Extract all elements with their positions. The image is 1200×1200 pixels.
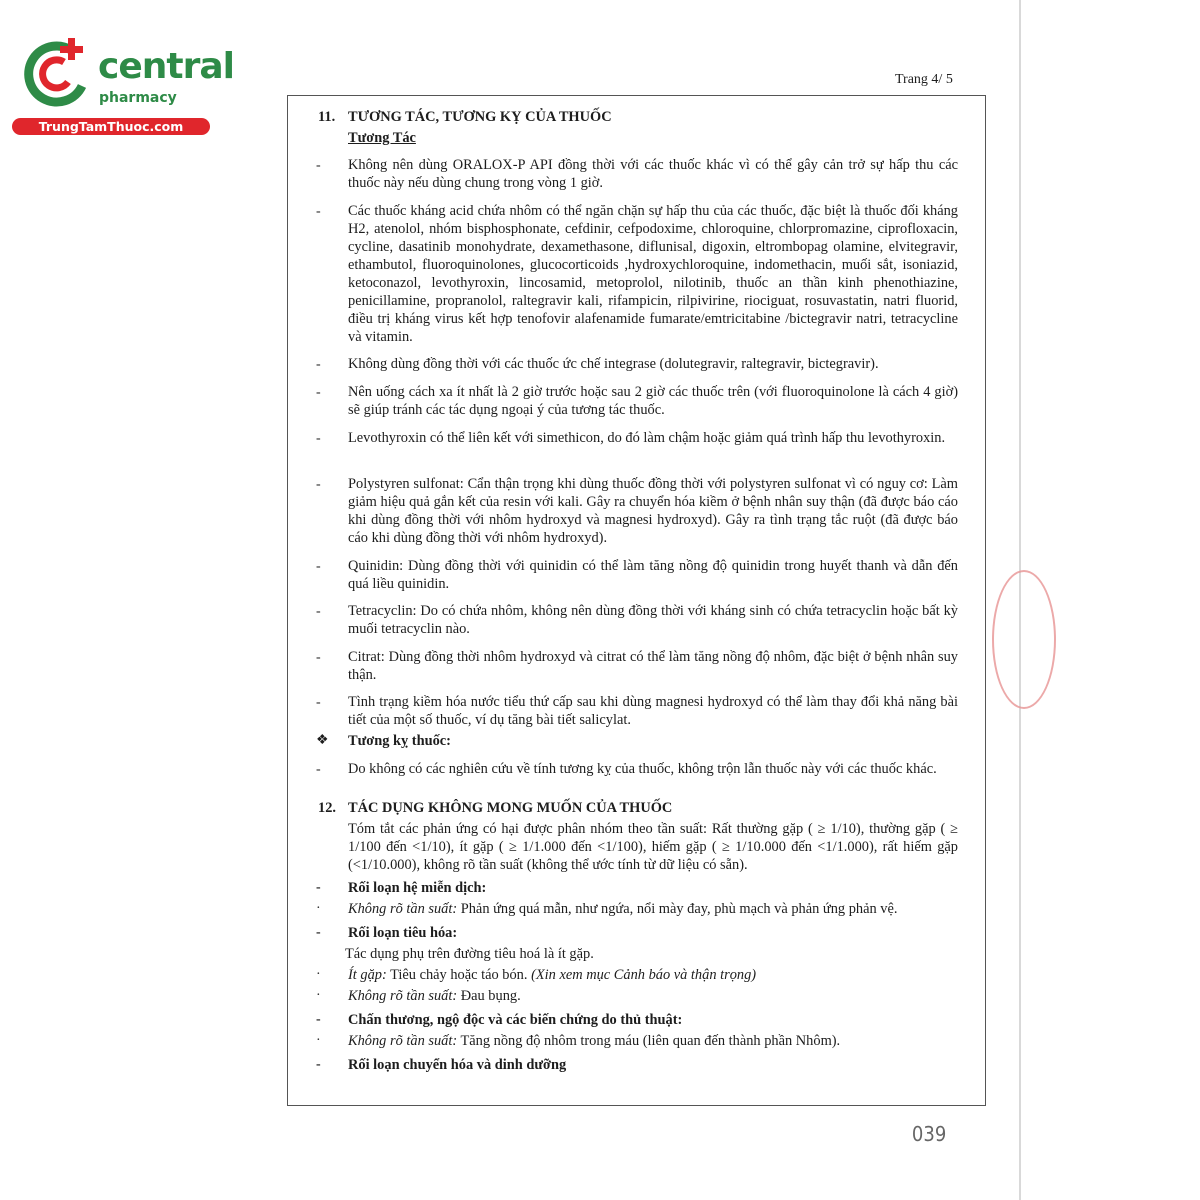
gi-title: Rối loạn tiêu hóa: — [348, 925, 458, 941]
frequency-label: Ít gặp: — [348, 967, 387, 983]
pharmacy-cross-icon — [22, 38, 92, 108]
incompatibility-text: Do không có các nghiên cứu về tính tương kỵ của thuốc, không trộn lẫn thuốc này với các thuốc khác. — [348, 761, 937, 777]
frequency-label: Không rõ tần suất: — [348, 1033, 458, 1049]
gi-intro: Tác dụng phụ trên đường tiêu hoá là ít gặp. — [345, 946, 594, 962]
list-item: Không dùng đồng thời với các thuốc ức chế integrase (dolutegravir, raltegravir, bictegravir). — [348, 356, 879, 372]
list-item: Nên uống cách xa ít nhất là 2 giờ trước hoặc sau 2 giờ các thuốc trên (với fluoroquinolone là cách 4 giờ) sẽ giúp tránh các tác dụng ngoại ý của tương tác thuốc. — [348, 384, 958, 418]
effect-text: Phản ứng quá mẫn, như ngứa, nổi mày đay, phù mạch và phản ứng phản vệ. — [457, 901, 898, 917]
dash-marker: - — [316, 1057, 321, 1072]
list-item: Tình trạng kiềm hóa nước tiểu thứ cấp sau khi dùng magnesi hydroxyd có thể làm thay đổi khả năng bài tiết của một số thuốc, ví dụ tăng bài tiết salicylat. — [348, 694, 958, 728]
injury-title: Chấn thương, ngộ độc và các biến chứng do thủ thuật: — [348, 1012, 683, 1028]
list-item: Citrat: Dùng đồng thời nhôm hydroxyd và citrat có thể làm tăng nồng độ nhôm, đặc biệt ở bệnh nhân suy thận. — [348, 649, 958, 683]
injury-item — [348, 1032, 958, 1050]
dot-marker: · — [316, 967, 321, 982]
gi-item — [348, 987, 958, 1005]
brand-subtitle: pharmacy — [99, 90, 177, 106]
immune-item — [348, 900, 958, 918]
list-item: Các thuốc kháng acid chứa nhôm có thể ngăn chặn sự hấp thu của các thuốc, đặc biệt là thuốc đối kháng H2, atenolol, nhóm bisphosphonate, cefdinir, cefpodoxime, chloroquine, chlorpromazine, ciprofloxacin, cycline, dasatinib monohydrate, dexamethasone, diflunisal, digoxin, eltrombopag olamine, elvitegravir, ethambutol, fluoroquinolones, glucocorticoids ,hydroxychloroquine, indomethacin, muối sắt, isoniazid, ketoconazol, levothyroxin, lincosamid, metoprolol, nilotinib, thuốc an thần kinh phenothiazine, penicillamine, propranolol, raltegravir kali, rifampicin, rilpivirine, riociguat, rosuvastatin, natri fluorid, điều trị kháng virus kết hợp tenofovir alafenamide fumarate/emtricitabine /bictegravir natri, tetracycline và vitamin. — [348, 203, 958, 345]
diamond-bullet-icon: ❖ — [316, 733, 329, 748]
dash-marker: - — [316, 762, 321, 777]
handwritten-number: 039 — [911, 1122, 947, 1146]
effect-text: Đau bụng. — [457, 988, 521, 1004]
stamp — [992, 570, 1056, 709]
list-item: Quinidin: Dùng đồng thời với quinidin có thể làm tăng nồng độ quinidin trong huyết thanh và dẫn đến quá liều quinidin. — [348, 558, 958, 592]
dash-marker: - — [316, 559, 321, 574]
section-number: 11. — [318, 109, 336, 125]
effect-note: (Xin xem mục Cảnh báo và thận trọng) — [531, 967, 757, 983]
metabolism-title: Rối loạn chuyển hóa và dinh dưỡng — [348, 1057, 567, 1073]
dot-marker: · — [316, 1033, 321, 1048]
list-item: Tetracyclin: Do có chứa nhôm, không nên dùng đồng thời với kháng sinh có chứa tetracyclin hoặc bất kỳ muối tetracyclin nào. — [348, 603, 958, 637]
dot-marker: · — [316, 988, 321, 1003]
dash-marker: - — [316, 385, 321, 400]
section-title: TÁC DỤNG KHÔNG MONG MUỐN CỦA THUỐC — [348, 800, 673, 816]
dot-marker: · — [316, 901, 321, 916]
section-number: 12. — [318, 800, 336, 816]
list-item: Polystyren sulfonat: Cẩn thận trọng khi dùng thuốc đồng thời với polystyren sulfonat vì có nguy cơ: Làm giảm hiệu quả gắn kết của resin với kali. Gây ra chuyển hóa kiềm ở bệnh nhân suy thận (đã được báo cáo khi dùng đồng thời với nhôm hydroxyd và magnesi hydroxyd). Gây ra tình trạng tắc ruột (đã được báo cáo khi dùng đồng thời với nhôm hydroxyd). — [348, 476, 958, 546]
gi-item — [348, 966, 958, 984]
page-number: Trang 4/ 5 — [895, 72, 953, 87]
frequency-summary: Tóm tắt các phản ứng có hại được phân nhóm theo tần suất: Rất thường gặp ( ≥ 1/10), thường gặp ( ≥ 1/100 đến <1/10), ít gặp ( ≥ 1/1.000 đến <1/100), hiếm gặp ( ≥ 1/10.000 đến <1/1.000), rất hiếm gặp (<1/10.000), không rõ tần suất (không thể ước tính từ dữ liệu có sẵn). — [348, 821, 958, 873]
dash-marker: - — [316, 158, 321, 173]
section-title: TƯƠNG TÁC, TƯƠNG KỴ CỦA THUỐC — [348, 109, 612, 125]
central-pharmacy-logo — [10, 38, 234, 138]
dash-marker: - — [316, 477, 321, 492]
dash-marker: - — [316, 880, 321, 895]
dash-marker: - — [316, 357, 321, 372]
brand-name: central — [98, 46, 234, 87]
list-item: Levothyroxin có thể liên kết với simethicon, do đó làm chậm hoặc giảm quá trình hấp thu levothyroxin. — [348, 430, 946, 446]
site-link[interactable]: TrungTamThuoc.com — [12, 118, 210, 135]
dash-marker: - — [316, 204, 321, 219]
subsection-title: Tương Tác — [348, 130, 416, 146]
list-item: Không nên dùng ORALOX-P API đồng thời với các thuốc khác vì có thể gây cản trở sự hấp thu các thuốc này nếu dùng chung trong vòng 1 giờ. — [348, 157, 958, 191]
incompatibility-title: Tương kỵ thuốc: — [348, 733, 451, 749]
dash-marker: - — [316, 604, 321, 619]
effect-text: Tăng nồng độ nhôm trong máu (liên quan đến thành phần Nhôm). — [457, 1033, 841, 1049]
effect-text: Tiêu chảy hoặc táo bón. — [386, 967, 532, 983]
dash-marker: - — [316, 695, 321, 710]
frequency-label: Không rõ tần suất: — [348, 988, 458, 1004]
dash-marker: - — [316, 925, 321, 940]
dash-marker: - — [316, 1012, 321, 1027]
immune-title: Rối loạn hệ miễn dịch: — [348, 880, 487, 896]
dash-marker: - — [316, 650, 321, 665]
frequency-label: Không rõ tần suất: — [348, 901, 458, 917]
dash-marker: - — [316, 431, 321, 446]
